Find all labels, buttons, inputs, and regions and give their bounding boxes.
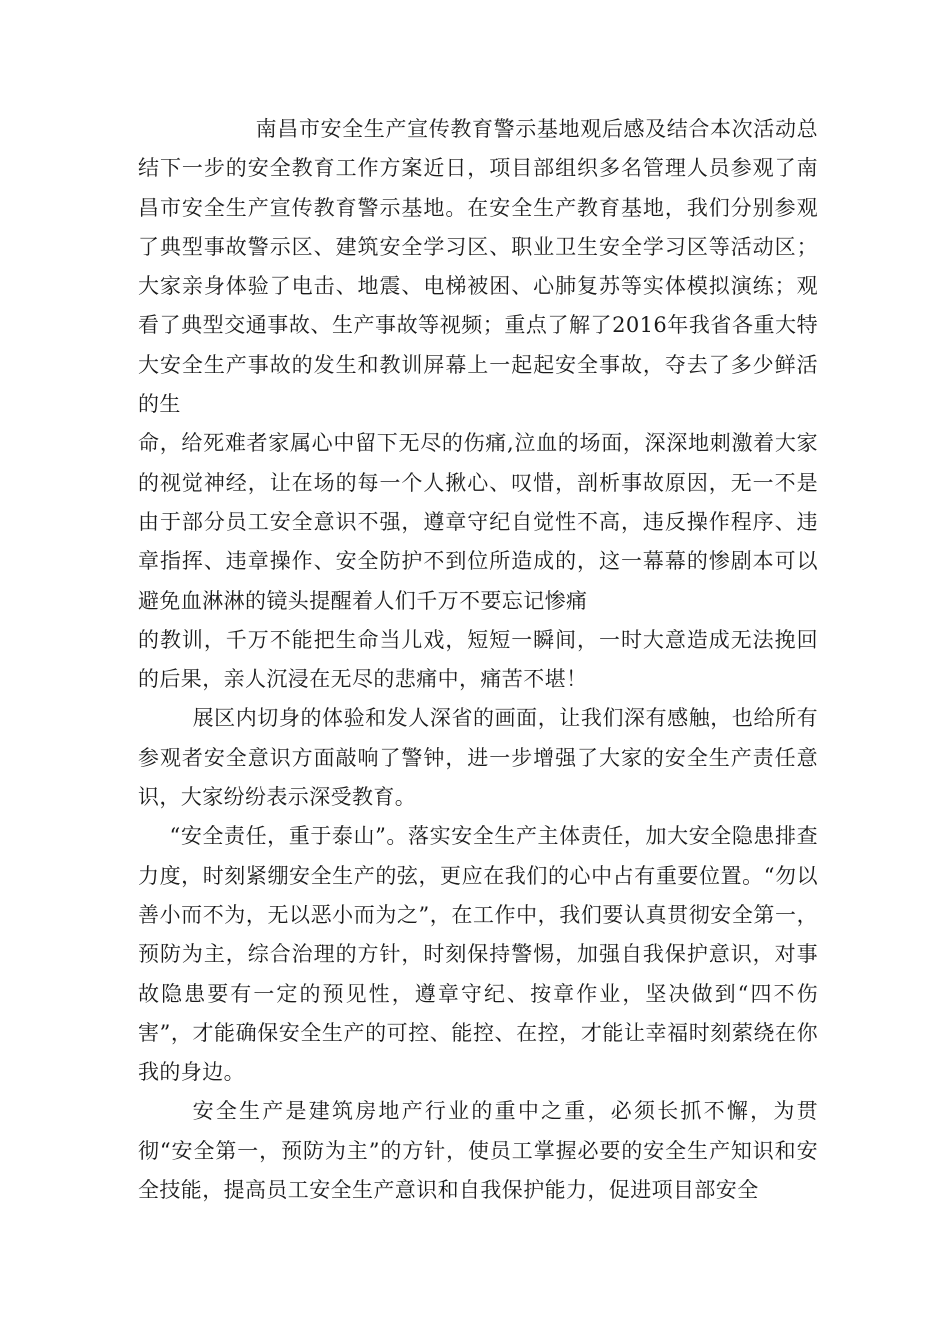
paragraph-safety-responsibility: “安全责任，重于泰山”。落实安全生产主体责任，加大安全隐患排查力度，时刻紧绷安全生产的弦，更应在我们的心中占有重要位置。“勿以善小而不为，无以恶小而为之”，在工作中，我们要认真贯彻安全第一，预防为主，综合治理的方针，时刻保持警惕，加强自我保护意识，对事故隐患要有一定的预见性，遵章守纪、按章作业，坚决做到“四不伤害”，才能确保安全生产的可控、能控、在控，才能让幸福时刻萦绕在你我的身边。 (138, 824, 818, 1085)
paragraph-safety-production: 安全生产是建筑房地产行业的重中之重，必须长抓不懈，为贯彻“安全第一，预防为主”的方针，使员工掌握必要的安全生产知识和安全技能，提高员工安全生产意识和自我保护能力，促进项目部安全 (138, 1099, 818, 1203)
paragraph-continuation: 命，给死难者家属心中留下无尽的伤痛,泣血的场面，深深地刺激着大家的视觉神经，让在场的每一个人揪心、叹惜，剖析事故原因，无一不是由于部分员工安全意识不强，遵章守纪自觉性不高，违反操作程序、违章指挥、违章操作、安全防护不到位所造成的，这一幕幕的惨剧本可以避免血淋淋的镜头提醒着人们千万不要忘记惨痛 (138, 431, 818, 613)
document-body (138, 110, 818, 1210)
paragraph-exhibit-experience: 展区内切身的体验和发人深省的画面，让我们深有感触，也给所有参观者安全意识方面敲响了警钟，进一步增强了大家的安全生产责任意识，大家纷纷表示深受教育。 (138, 706, 818, 810)
paragraph-intro: 南昌市安全生产宣传教育警示基地观后感及结合本次活动总结下一步的安全教育工作方案近日，项目部组织多名管理人员参观了南昌市安全生产宣传教育警示基地。在安全生产教育基地，我们分别参观了典型事故警示区、建筑安全学习区、职业卫生安全学习区等活动区；大家亲身体验了电击、地震、电梯被困、心肺复苏等实体模拟演练；观看了典型交通事故、生产事故等视频；重点了解了2016年我省各重大特大安全生产事故的发生和教训屏幕上一起起安全事故，夺去了多少鲜活的生 (138, 117, 818, 417)
paragraph-continuation-2: 的教训，千万不能把生命当儿戏，短短一瞬间，一时大意造成无法挽回的后果，亲人沉浸在无尽的悲痛中，痛苦不堪！ (138, 627, 818, 692)
